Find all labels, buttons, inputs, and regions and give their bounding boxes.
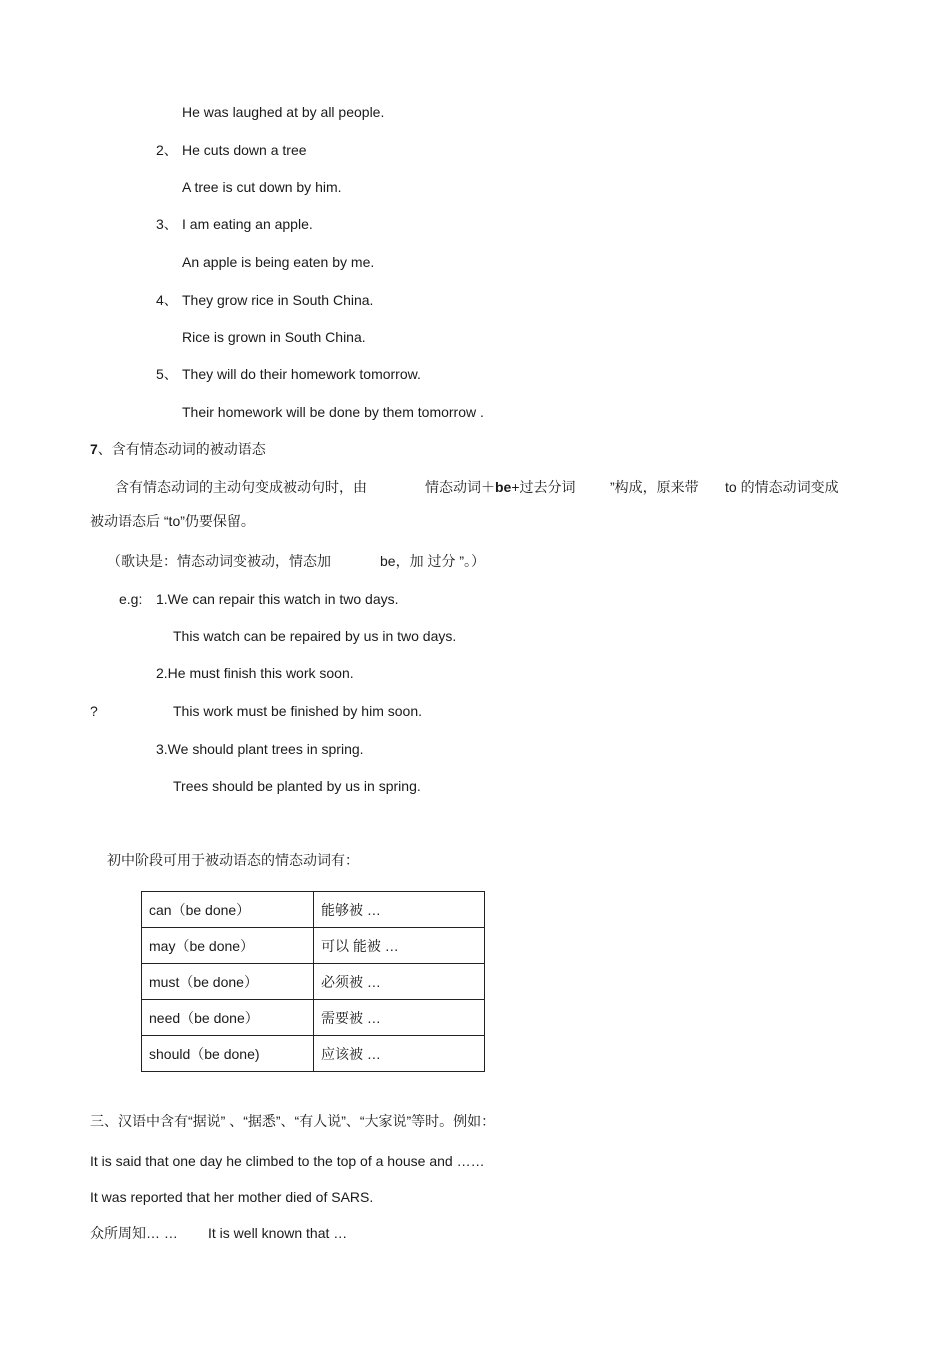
section-title: 、含有情态动词的被动语态 [97, 441, 266, 457]
example-passive: This work must be finished by him soon. [173, 703, 422, 719]
example-passive: Rice is grown in South China. [182, 329, 366, 345]
table-row [142, 892, 485, 928]
table-cell: can（be done） [142, 892, 314, 928]
rule-text: to 的情态动词变成 [725, 479, 839, 495]
example-number: 4、 [156, 292, 178, 308]
section-number: 7 [90, 441, 98, 457]
example-passive: Trees should be planted by us in spring. [173, 778, 421, 794]
example-number: 2、 [156, 142, 178, 158]
example-active: They will do their homework tomorrow. [182, 366, 421, 382]
example-sentence: It was reported that her mother died of SARS. [90, 1189, 374, 1205]
section-heading [90, 440, 266, 458]
example-active: They grow rice in South China. [182, 292, 374, 308]
example-active: 3.We should plant trees in spring. [156, 741, 364, 757]
example-number: 3、 [156, 216, 178, 232]
table-row [142, 1000, 485, 1036]
rhyme: be，加 过分 ”。） [380, 553, 486, 569]
stray-mark: ? [90, 703, 98, 719]
table-cell: 需要被 … [314, 1000, 485, 1036]
example-passive: A tree is cut down by him. [182, 179, 342, 195]
rhyme: （歌诀是：情态动词变被动，情态加 [107, 553, 331, 569]
example-sentence: It is said that one day he climbed to the top of a house and …… [90, 1153, 485, 1169]
example-passive: He was laughed at by all people. [182, 104, 385, 120]
rule-text [425, 478, 576, 496]
table-cell: 必须被 … [314, 964, 485, 1000]
example-passive: Their homework will be done by them tomorrow . [182, 404, 484, 420]
example-passive: This watch can be repaired by us in two days. [173, 628, 457, 644]
example-sentence: 众所周知… … [90, 1225, 178, 1241]
example-active: 2.He must finish this work soon. [156, 665, 354, 681]
table-cell: may（be done） [142, 928, 314, 964]
example-active: He cuts down a tree [182, 142, 307, 158]
rule-text: 含有情态动词的主动句变成被动句时，由 [115, 479, 367, 495]
table-cell: need（be done） [142, 1000, 314, 1036]
example-number: 5、 [156, 366, 178, 382]
table-cell: 能够被 … [314, 892, 485, 928]
table-row [142, 928, 485, 964]
table-cell: should（be done) [142, 1036, 314, 1072]
table-row [142, 1036, 485, 1072]
section-heading: 三、汉语中含有“据说” 、“据悉”、“有人说”、“大家说”等时。例如： [90, 1113, 496, 1129]
table-row [142, 964, 485, 1000]
rule-modal: 情态动词＋ [425, 479, 495, 495]
eg-label: e.g: [119, 591, 143, 607]
example-active: I am eating an apple. [182, 216, 313, 232]
rule-be: be [495, 479, 512, 495]
rule-text: 被动语态后 “to”仍要保留。 [90, 513, 255, 529]
example-active: 1.We can repair this watch in two days. [156, 591, 399, 607]
example-sentence: It is well known that … [208, 1225, 348, 1241]
table-cell: 可以 能被 … [314, 928, 485, 964]
table-cell: must（be done） [142, 964, 314, 1000]
table-cell: 应该被 … [314, 1036, 485, 1072]
rule-text: ”构成，原来带 [610, 479, 699, 495]
rule-participle: +过去分词 [511, 479, 576, 495]
example-passive: An apple is being eaten by me. [182, 254, 375, 270]
modal-intro: 初中阶段可用于被动语态的情态动词有： [107, 852, 359, 868]
modal-verbs-table [141, 891, 485, 1072]
